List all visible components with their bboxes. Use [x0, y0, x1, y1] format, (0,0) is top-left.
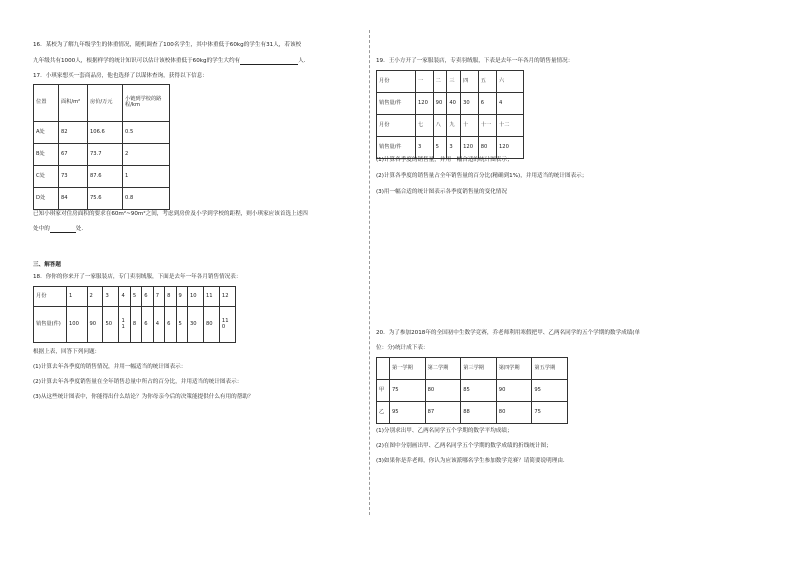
table-cell: 50 — [103, 307, 119, 343]
table-cell: 11 0 — [219, 307, 235, 343]
table-header: 第一学期 — [390, 358, 426, 380]
table-cell: 80 — [478, 137, 496, 159]
table-cell: 4 — [497, 93, 524, 115]
q16-line2 — [33, 58, 309, 65]
table-cell: A处 — [34, 122, 59, 144]
table-cell: 80 — [496, 402, 532, 424]
table-cell: 11 — [203, 287, 219, 307]
q19-item-2: (2)计算各季度的销售量占全年销售量的百分比(精确到1%)，并用适当的统计图表示； — [376, 173, 588, 179]
table-cell: 三 — [447, 71, 461, 93]
q18-intro: 18．你你的你来开了一家服装店，专门卖羽绒服，下面是去年一年各月销售情况表： — [33, 274, 242, 280]
table-header: 月份 — [34, 287, 67, 307]
table-cell: 9 — [176, 287, 187, 307]
table-cell: 6 — [142, 287, 153, 307]
q17-answer-blank — [50, 226, 76, 233]
q17-table — [33, 84, 170, 210]
table-cell: 1 — [67, 287, 88, 307]
table-cell: 0.8 — [123, 188, 170, 210]
table-cell: 0.5 — [123, 122, 170, 144]
q20-item-3: (3)如果你是乔老师，你认为应该派哪名学生参加数学竞赛？请简要说明理由． — [376, 458, 569, 464]
table-header: 第五学期 — [532, 358, 568, 380]
table-cell: 75 — [532, 402, 568, 424]
table-cell: 八 — [433, 115, 447, 137]
q17-intro: 17．小琪家想买一套商品房，他也选择了以谋体查询，获得以下信息： — [33, 73, 208, 79]
table-cell: 8 — [130, 307, 141, 343]
table-cell: 2 — [87, 287, 103, 307]
table-cell: 12 — [219, 287, 235, 307]
table-cell: 87.6 — [88, 166, 123, 188]
q20-item-2: (2)在图中分别画出甲、乙两名同学五个学期的数学成绩的折线统计图； — [376, 443, 552, 449]
table-cell: 82 — [59, 122, 88, 144]
q18-table — [33, 286, 236, 343]
q19-table — [376, 70, 524, 159]
section-heading: 三、解答题 — [33, 262, 61, 268]
table-cell: 75 — [390, 380, 426, 402]
q20-line1: 20．为了参加2018年的全国初中生数学竞赛，乔老师利用寒假把甲、乙两名同学的五个学期的数学成绩(单 — [376, 330, 641, 336]
table-cell: 6 — [142, 307, 153, 343]
table-cell: 4 — [119, 287, 130, 307]
table-cell: 4 — [153, 307, 164, 343]
table-cell: 120 — [416, 93, 434, 115]
table-cell: 5 — [433, 137, 447, 159]
q18-item-3: (3)从这些统计图表中，你能得出什么结论？为你母亲今后的决策能提供什么有用的帮助？ — [33, 394, 254, 400]
table-cell: 九 — [447, 115, 461, 137]
table-cell: 30 — [461, 93, 479, 115]
q20-item-1: (1)分别求出甲、乙两名同学五个学期的数学平均成绩； — [376, 428, 513, 434]
table-cell: 73.7 — [88, 144, 123, 166]
q18-item-2: (2)计算去年各季度销售量在全年销售总量中所占的百分比，并用适当的统计图表示： — [33, 379, 243, 385]
table-cell: 十一 — [478, 115, 496, 137]
table-cell: 95 — [390, 402, 426, 424]
table-cell: 5 — [176, 307, 187, 343]
table-header: 第二学期 — [425, 358, 461, 380]
table-header: 销售量/件 — [377, 93, 416, 115]
table-header: 月份 — [377, 115, 416, 137]
q19-item-1: (1)计算各季度的销售量，并用一幅合适的统计图表示； — [376, 157, 513, 163]
table-cell: 90 — [496, 380, 532, 402]
table-cell: 甲 — [377, 380, 390, 402]
q17-note-text-end: 处． — [75, 226, 87, 233]
table-header: 销售量(件) — [34, 307, 67, 343]
table-cell: 90 — [87, 307, 103, 343]
table-cell: 四 — [461, 71, 479, 93]
q18-after: 根据上表，回答下列问题： — [33, 349, 101, 355]
table-cell: 85 — [461, 380, 497, 402]
table-cell: 七 — [416, 115, 434, 137]
q17-note-line1: 已知小琪家对住房面积的要求在60m²~90m²之间，考虑到房价及小学到学校的距程，则小琪家应该首选上述四 — [33, 211, 308, 217]
table-cell: 2 — [123, 144, 170, 166]
q19-item-3: (3)用一幅合适的统计图表示各季度销售量的变化情况 — [376, 189, 507, 195]
table-cell: B处 — [34, 144, 59, 166]
table-cell: 120 — [461, 137, 479, 159]
table-header — [377, 358, 390, 380]
table-header: 第四学期 — [496, 358, 532, 380]
table-header: 月份 — [377, 71, 416, 93]
right-column — [376, 0, 706, 562]
table-cell: 40 — [447, 93, 461, 115]
table-cell: 5 — [130, 287, 141, 307]
q20-table — [376, 357, 568, 424]
q17-note-line2 — [33, 226, 87, 233]
table-cell: 五 — [478, 71, 496, 93]
table-cell: 84 — [59, 188, 88, 210]
table-cell: 10 — [187, 287, 203, 307]
table-cell: 一 — [416, 71, 434, 93]
left-column — [33, 0, 363, 562]
table-cell: 67 — [59, 144, 88, 166]
table-cell: 1 — [123, 166, 170, 188]
table-cell: 乙 — [377, 402, 390, 424]
table-cell: 88 — [461, 402, 497, 424]
table-cell: 3 — [103, 287, 119, 307]
table-cell: 8 — [165, 287, 176, 307]
table-cell: 3 — [416, 137, 434, 159]
column-divider — [369, 30, 370, 515]
table-cell: 95 — [532, 380, 568, 402]
table-cell: 6 — [478, 93, 496, 115]
q19-intro: 19．王小方开了一家服装店，专卖羽绒服，下表是去年一年各月的销售量情况： — [376, 58, 574, 64]
q16-answer-blank — [240, 58, 298, 65]
table-cell: 75.6 — [88, 188, 123, 210]
q20-line2: 位：分)统计成下表： — [376, 345, 429, 351]
table-cell: 106.6 — [88, 122, 123, 144]
table-header: 面积/m² — [59, 85, 88, 122]
q17-note-text: 处中的 — [33, 226, 50, 233]
table-cell: 30 — [187, 307, 203, 343]
table-header: 销售量/件 — [377, 137, 416, 159]
table-cell: 3 — [447, 137, 461, 159]
table-cell: 6 — [165, 307, 176, 343]
table-cell: 十 — [461, 115, 479, 137]
table-header: 房价/万元 — [88, 85, 123, 122]
table-cell: 80 — [203, 307, 219, 343]
table-header: 第三学期 — [461, 358, 497, 380]
q16-line1: 16．某校为了解九年级学生的体重情况，随机调查了100名学生，其中体重低于60kg的学生有31人，若该校 — [33, 42, 302, 48]
table-cell: 100 — [67, 307, 88, 343]
table-cell: D处 — [34, 188, 59, 210]
table-cell: 73 — [59, 166, 88, 188]
table-cell: 十二 — [497, 115, 524, 137]
table-cell: 87 — [425, 402, 461, 424]
table-cell: 90 — [433, 93, 447, 115]
q18-item-1: (1)计算去年各季度的销售情况，并用一幅适当的统计图表示： — [33, 364, 187, 370]
table-cell: 1 1 — [119, 307, 130, 343]
table-header: 位置 — [34, 85, 59, 122]
table-cell: 7 — [153, 287, 164, 307]
table-cell: 80 — [425, 380, 461, 402]
q16-text-end: 人． — [298, 58, 310, 65]
table-cell: 六 — [497, 71, 524, 93]
table-cell: 二 — [433, 71, 447, 93]
table-header: 小链到学校的路程/km — [123, 85, 170, 122]
table-cell: C处 — [34, 166, 59, 188]
q16-text: 九年级共有1000人，根据样学的统计知识可以估计该校体重低于60kg的学生大约有 — [33, 58, 241, 65]
table-cell: 120 — [497, 137, 524, 159]
